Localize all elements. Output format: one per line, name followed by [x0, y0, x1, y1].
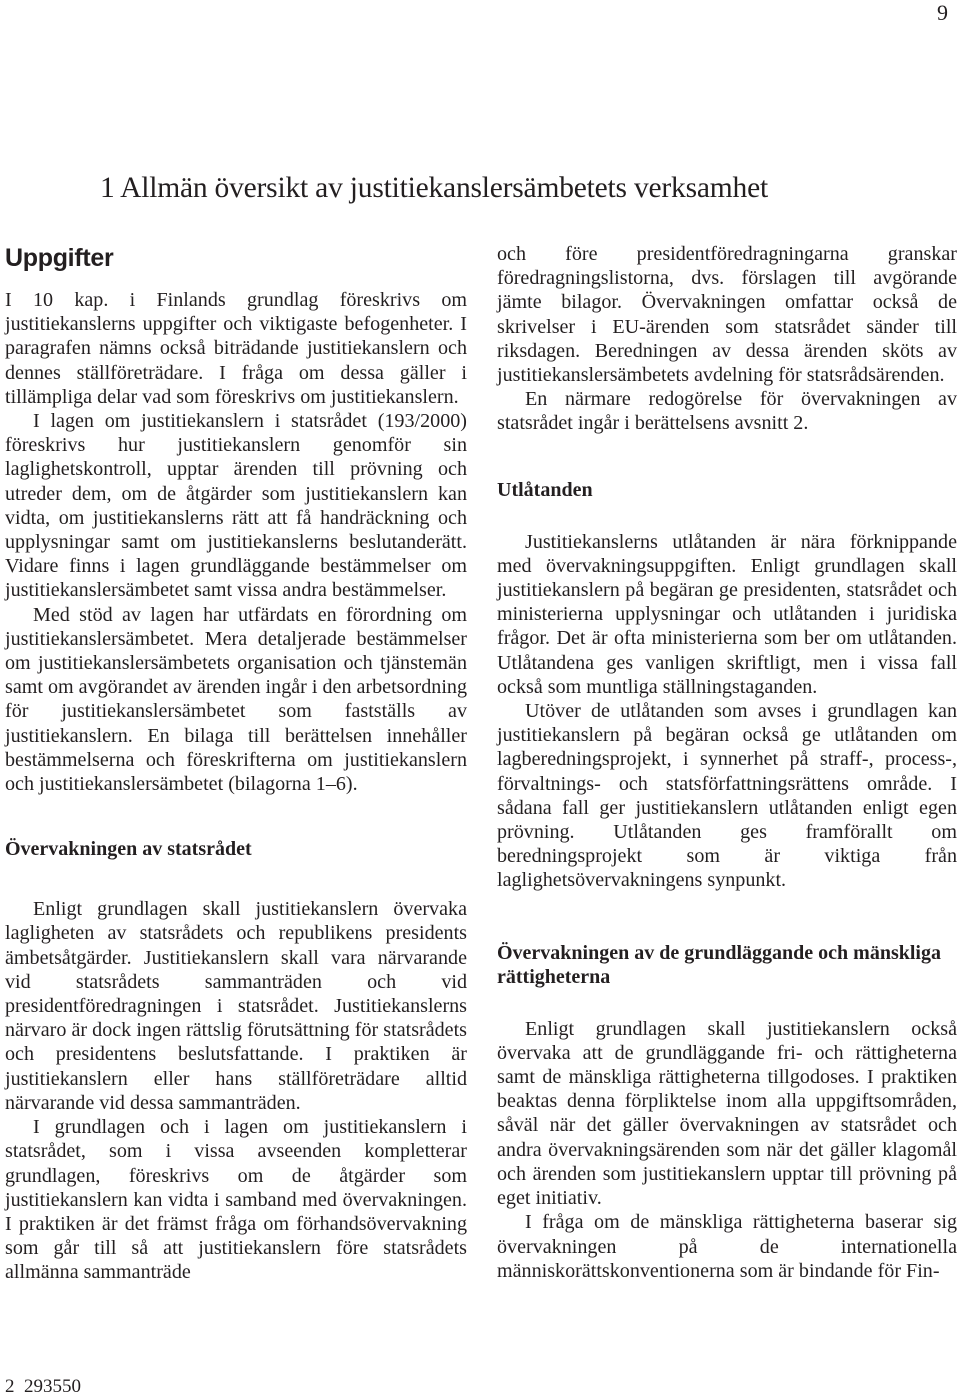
- paragraph: Enligt grundlagen skall justitiekanslern övervaka lagligheten av statsrådets och republikens presidents ämbetsåtgärder. Justitiekanslern skall vara närvarande vid statsrådets sammanträden och vid presidentföredragningen i statsrådet. Justitiekanslerns närvaro är dock ingen rättslig förutsättning för statsrådets och presidentens beslutsfattande. I praktiken är justitiekanslern eller hans ställföreträdare alltid närvarande vid dessa sammanträden.: [5, 898, 467, 1114]
- left-column: [5, 242, 467, 1285]
- paragraph: En närmare redogörelse för övervakningen av statsrådet ingår i berättelsens avsnitt 2.: [497, 388, 957, 435]
- paragraph: Med stöd av lagen har utfärdats en förordning om justitiekanslersämbetet. Mera detaljerade bestämmelser om justitiekanslersämbetets organisation och tjänstemän samt om avgörandet av ärenden ingår i den arbetsordning för justitiekanslersämbetet som fastställs av justitiekanslern. En bilaga till berättelsen innehåller bestämmelserna och föreskrifterna om justitiekanslern och justitiekanslersämbetet (bilagorna 1–6).: [5, 603, 467, 796]
- paragraph: Utöver de utlåtanden som avses i grundlagen kan justitiekanslern på begäran också ge utlåtanden om lagberedningsprojekt, i synnerhet på straff-, process-, förvaltnings- och statsförfattningsrättens område. I sådana fall ger justitiekanslern utlåtanden enligt egen prövning. Utlåtanden ges framförallt om beredningsprojekt som är viktiga från laglighetsövervakningens synpunkt.: [497, 700, 957, 892]
- paragraph: I fråga om de mänskliga rättigheterna baserar sig övervakningen på de internationella människorättskonventionerna som är bindande för Fin-: [497, 1211, 957, 1282]
- paragraph: I grundlagen och i lagen om justitiekanslern i statsrådet, som i vissa avseenden kompletterar grundlagen, föreskrivs om de åtgärder som justitiekanslern kan vidta i samband med övervakningen. I praktiken är det främst fråga om förhandsövervakning som går till så att justitiekanslern före statsrådets allmänna sammanträde: [5, 1116, 467, 1284]
- paragraph: Enligt grundlagen skall justitiekanslern också övervaka att de grundläggande fri- och rättigheterna samt de mänskliga rättigheterna tillgodoses. I praktiken beaktas denna förpliktelse inom alla uppgiftsområden, såväl när det gäller övervakningen av statsrådet och andra övervakningsärenden som när det gäller klagomål och ärenden som justitiekanslern upptar till prövning på eget initiativ.: [497, 1017, 957, 1210]
- section-heading-utlatanden: Utlåtanden: [497, 478, 593, 501]
- section-heading-overvakningen-av-statsradet: Övervakningen av statsrådet: [5, 838, 252, 861]
- chapter-title: 1 Allmän översikt av justitiekanslersämbetets verksamhet: [100, 172, 768, 204]
- section-heading-uppgifter: Uppgifter: [5, 244, 114, 272]
- paragraph: och före presidentföredragningarna granskar föredragningslistorna, dvs. förslagen till avgörande jämte bilagor. Övervakningen omfattar också de skrivelser i EU-ärenden som statsrådet sänder till riksdagen. Beredningen av dessa ärenden sköts av justitiekanslersämbetets avdelning för statsrådsärenden.: [497, 243, 957, 387]
- page-number: 9: [937, 0, 948, 25]
- right-column: [497, 242, 957, 1283]
- section-heading-grundlaggande-rattigheter: Övervakningen av de grundläggande och mänskliga rättigheterna: [497, 941, 941, 988]
- footer-print-code: 2 293550: [5, 1376, 81, 1397]
- paragraph: I lagen om justitiekanslern i statsrådet (193/2000) föreskrivs hur justitiekanslern genomför sin laglighetskontroll, upptar ärenden till prövning och utreder dem, om de åtgärder som justitiekanslern kan vidta, om justitiekanslerns rätt att få handräckning och upplysningar samt om justitiekanslerns beslutanderätt. Vidare finns i lagen grundläggande bestämmelser om justitiekanslersämbetet samt vissa andra bestämmelser.: [5, 410, 467, 602]
- paragraph: I 10 kap. i Finlands grundlag föreskrivs om justitiekanslerns uppgifter och viktigaste befogenheter. I paragrafen nämns också biträdande justitiekanslern och dennes ställföreträdare. I fråga om dessa gäller i tillämpliga delar vad som föreskrivs om justitiekanslern.: [5, 289, 467, 408]
- paragraph: Justitiekanslerns utlåtanden är nära förknippande med övervakningsuppgiften. Enligt grundlagen skall justitiekanslern på begäran ge presidenten, statsrådet och ministerierna upplysningar och utlåtanden i juridiska frågor. Det är ofta ministerierna som ber om utlåtanden. Utlåtandena ges vanligen skriftligt, men i vissa fall också som muntliga ställningstaganden.: [497, 530, 957, 698]
